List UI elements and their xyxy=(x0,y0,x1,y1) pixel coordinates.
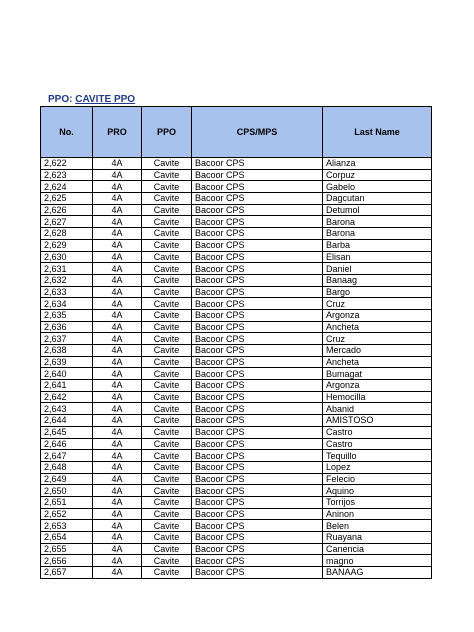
cell-cps-mps: Bacoor CPS xyxy=(192,567,323,579)
cell-no: 2,623 xyxy=(41,169,93,181)
cell-no: 2,651 xyxy=(41,496,93,508)
table-row xyxy=(41,555,432,567)
cell-cps-mps: Bacoor CPS xyxy=(192,555,323,567)
cell-ppo: Cavite xyxy=(142,169,192,181)
cell-cps-mps: Bacoor CPS xyxy=(192,368,323,380)
cell-cps-mps: Bacoor CPS xyxy=(192,450,323,462)
cell-ppo: Cavite xyxy=(142,438,192,450)
table-row xyxy=(41,204,432,216)
table-row xyxy=(41,532,432,544)
cell-no: 2,655 xyxy=(41,543,93,555)
table-row xyxy=(41,193,432,205)
cell-no: 2,627 xyxy=(41,216,93,228)
table-row xyxy=(41,380,432,392)
cell-ppo: Cavite xyxy=(142,263,192,275)
cell-pro: 4A xyxy=(93,391,142,403)
ppo-name-link[interactable]: CAVITE PPO xyxy=(75,94,136,105)
cell-no: 2,643 xyxy=(41,403,93,415)
cell-ppo: Cavite xyxy=(142,239,192,251)
cell-cps-mps: Bacoor CPS xyxy=(192,508,323,520)
table-row xyxy=(41,298,432,310)
cell-last-name: Cruz xyxy=(323,298,432,310)
cell-last-name: Alianza xyxy=(323,158,432,170)
cell-ppo: Cavite xyxy=(142,520,192,532)
cell-pro: 4A xyxy=(93,473,142,485)
table-row xyxy=(41,356,432,368)
cell-ppo: Cavite xyxy=(142,356,192,368)
cell-ppo: Cavite xyxy=(142,532,192,544)
cell-pro: 4A xyxy=(93,216,142,228)
cell-no: 2,640 xyxy=(41,368,93,380)
cell-ppo: Cavite xyxy=(142,216,192,228)
table-row xyxy=(41,309,432,321)
table-row xyxy=(41,368,432,380)
cell-last-name: Cruz xyxy=(323,333,432,345)
cell-cps-mps: Bacoor CPS xyxy=(192,263,323,275)
cell-ppo: Cavite xyxy=(142,473,192,485)
cell-pro: 4A xyxy=(93,438,142,450)
cell-cps-mps: Bacoor CPS xyxy=(192,473,323,485)
cell-last-name: Dagcutan xyxy=(323,193,432,205)
cell-pro: 4A xyxy=(93,380,142,392)
cell-cps-mps: Bacoor CPS xyxy=(192,251,323,263)
cell-ppo: Cavite xyxy=(142,415,192,427)
cell-cps-mps: Bacoor CPS xyxy=(192,216,323,228)
cell-ppo: Cavite xyxy=(142,333,192,345)
cell-pro: 4A xyxy=(93,228,142,240)
cell-last-name: Abanid xyxy=(323,403,432,415)
cell-pro: 4A xyxy=(93,158,142,170)
cell-cps-mps: Bacoor CPS xyxy=(192,333,323,345)
table-row xyxy=(41,426,432,438)
column-header-no: No. xyxy=(41,107,93,158)
cell-no: 2,637 xyxy=(41,333,93,345)
cell-cps-mps: Bacoor CPS xyxy=(192,204,323,216)
table-row xyxy=(41,450,432,462)
column-header-pro: PRO xyxy=(93,107,142,158)
cell-no: 2,641 xyxy=(41,380,93,392)
table-row xyxy=(41,158,432,170)
cell-last-name: Ancheta xyxy=(323,356,432,368)
cell-cps-mps: Bacoor CPS xyxy=(192,228,323,240)
table-row xyxy=(41,508,432,520)
cell-last-name: Bumagat xyxy=(323,368,432,380)
cell-ppo: Cavite xyxy=(142,555,192,567)
cell-last-name: Mercado xyxy=(323,345,432,357)
cell-last-name: Aquino xyxy=(323,485,432,497)
cell-cps-mps: Bacoor CPS xyxy=(192,239,323,251)
cell-no: 2,644 xyxy=(41,415,93,427)
cell-ppo: Cavite xyxy=(142,380,192,392)
cell-last-name: Argonza xyxy=(323,309,432,321)
cell-no: 2,626 xyxy=(41,204,93,216)
cell-ppo: Cavite xyxy=(142,391,192,403)
cell-ppo: Cavite xyxy=(142,181,192,193)
cell-pro: 4A xyxy=(93,485,142,497)
cell-ppo: Cavite xyxy=(142,274,192,286)
column-header-last-name: Last Name xyxy=(323,107,432,158)
cell-last-name: Aninon xyxy=(323,508,432,520)
cell-ppo: Cavite xyxy=(142,508,192,520)
cell-no: 2,646 xyxy=(41,438,93,450)
cell-last-name: Torrijos xyxy=(323,496,432,508)
cell-cps-mps: Bacoor CPS xyxy=(192,461,323,473)
table-row xyxy=(41,239,432,251)
table-row xyxy=(41,286,432,298)
cell-cps-mps: Bacoor CPS xyxy=(192,309,323,321)
cell-last-name: Felecio xyxy=(323,473,432,485)
cell-last-name: Banaag xyxy=(323,274,432,286)
table-row xyxy=(41,274,432,286)
cell-pro: 4A xyxy=(93,356,142,368)
cell-no: 2,656 xyxy=(41,555,93,567)
cell-last-name: Ancheta xyxy=(323,321,432,333)
cell-pro: 4A xyxy=(93,345,142,357)
cell-pro: 4A xyxy=(93,298,142,310)
cell-cps-mps: Bacoor CPS xyxy=(192,286,323,298)
cell-no: 2,629 xyxy=(41,239,93,251)
cell-last-name: Castro xyxy=(323,426,432,438)
cell-ppo: Cavite xyxy=(142,193,192,205)
cell-last-name: Ruayana xyxy=(323,532,432,544)
cell-last-name: Barona xyxy=(323,216,432,228)
table-row xyxy=(41,321,432,333)
cell-cps-mps: Bacoor CPS xyxy=(192,356,323,368)
cell-no: 2,631 xyxy=(41,263,93,275)
cell-no: 2,633 xyxy=(41,286,93,298)
ppo-label: PPO: xyxy=(48,94,73,105)
table-row xyxy=(41,391,432,403)
cell-pro: 4A xyxy=(93,193,142,205)
cell-ppo: Cavite xyxy=(142,450,192,462)
cell-pro: 4A xyxy=(93,333,142,345)
table-row xyxy=(41,438,432,450)
cell-ppo: Cavite xyxy=(142,485,192,497)
cell-no: 2,639 xyxy=(41,356,93,368)
cell-last-name: Lopez xyxy=(323,461,432,473)
cell-no: 2,622 xyxy=(41,158,93,170)
cell-ppo: Cavite xyxy=(142,368,192,380)
cell-ppo: Cavite xyxy=(142,158,192,170)
cell-cps-mps: Bacoor CPS xyxy=(192,274,323,286)
column-header-cps-mps: CPS/MPS xyxy=(192,107,323,158)
cell-cps-mps: Bacoor CPS xyxy=(192,298,323,310)
cell-last-name: Gabelo xyxy=(323,181,432,193)
cell-cps-mps: Bacoor CPS xyxy=(192,321,323,333)
cell-cps-mps: Bacoor CPS xyxy=(192,345,323,357)
cell-last-name: Castro xyxy=(323,438,432,450)
cell-pro: 4A xyxy=(93,169,142,181)
cell-last-name: Bargo xyxy=(323,286,432,298)
cell-cps-mps: Bacoor CPS xyxy=(192,543,323,555)
table-row xyxy=(41,181,432,193)
table-row xyxy=(41,485,432,497)
cell-last-name: Argonza xyxy=(323,380,432,392)
table-row xyxy=(41,461,432,473)
cell-no: 2,632 xyxy=(41,274,93,286)
cell-last-name: Barba xyxy=(323,239,432,251)
cell-pro: 4A xyxy=(93,403,142,415)
cell-last-name: Barona xyxy=(323,228,432,240)
cell-last-name: Canencia xyxy=(323,543,432,555)
cell-last-name: AMISTOSO xyxy=(323,415,432,427)
cell-pro: 4A xyxy=(93,461,142,473)
cell-no: 2,652 xyxy=(41,508,93,520)
cell-ppo: Cavite xyxy=(142,426,192,438)
cell-ppo: Cavite xyxy=(142,286,192,298)
cell-last-name: Hemocilla xyxy=(323,391,432,403)
cell-no: 2,649 xyxy=(41,473,93,485)
cell-ppo: Cavite xyxy=(142,496,192,508)
cell-pro: 4A xyxy=(93,204,142,216)
table-row xyxy=(41,567,432,579)
cell-pro: 4A xyxy=(93,309,142,321)
cell-last-name: Daniel xyxy=(323,263,432,275)
table-row xyxy=(41,403,432,415)
cell-no: 2,635 xyxy=(41,309,93,321)
table-row xyxy=(41,169,432,181)
table-row xyxy=(41,216,432,228)
cell-ppo: Cavite xyxy=(142,298,192,310)
personnel-table xyxy=(40,106,432,579)
cell-pro: 4A xyxy=(93,520,142,532)
table-row xyxy=(41,251,432,263)
cell-pro: 4A xyxy=(93,239,142,251)
cell-pro: 4A xyxy=(93,251,142,263)
cell-no: 2,645 xyxy=(41,426,93,438)
cell-last-name: Corpuz xyxy=(323,169,432,181)
cell-ppo: Cavite xyxy=(142,204,192,216)
cell-pro: 4A xyxy=(93,286,142,298)
column-header-ppo: PPO xyxy=(142,107,192,158)
cell-pro: 4A xyxy=(93,567,142,579)
table-row xyxy=(41,263,432,275)
cell-ppo: Cavite xyxy=(142,403,192,415)
cell-pro: 4A xyxy=(93,274,142,286)
table-row xyxy=(41,473,432,485)
cell-cps-mps: Bacoor CPS xyxy=(192,532,323,544)
cell-cps-mps: Bacoor CPS xyxy=(192,415,323,427)
cell-cps-mps: Bacoor CPS xyxy=(192,520,323,532)
table-row xyxy=(41,333,432,345)
cell-no: 2,636 xyxy=(41,321,93,333)
cell-pro: 4A xyxy=(93,496,142,508)
cell-cps-mps: Bacoor CPS xyxy=(192,426,323,438)
ppo-heading xyxy=(48,94,135,106)
cell-pro: 4A xyxy=(93,532,142,544)
cell-pro: 4A xyxy=(93,415,142,427)
cell-no: 2,638 xyxy=(41,345,93,357)
table-row xyxy=(41,520,432,532)
cell-pro: 4A xyxy=(93,450,142,462)
cell-pro: 4A xyxy=(93,181,142,193)
cell-no: 2,625 xyxy=(41,193,93,205)
cell-cps-mps: Bacoor CPS xyxy=(192,496,323,508)
cell-cps-mps: Bacoor CPS xyxy=(192,391,323,403)
cell-ppo: Cavite xyxy=(142,228,192,240)
cell-no: 2,657 xyxy=(41,567,93,579)
cell-no: 2,630 xyxy=(41,251,93,263)
cell-cps-mps: Bacoor CPS xyxy=(192,158,323,170)
cell-no: 2,653 xyxy=(41,520,93,532)
table-header-row xyxy=(41,107,432,158)
cell-cps-mps: Bacoor CPS xyxy=(192,403,323,415)
cell-cps-mps: Bacoor CPS xyxy=(192,485,323,497)
cell-ppo: Cavite xyxy=(142,345,192,357)
cell-last-name: Detumol xyxy=(323,204,432,216)
cell-pro: 4A xyxy=(93,263,142,275)
cell-cps-mps: Bacoor CPS xyxy=(192,438,323,450)
cell-no: 2,628 xyxy=(41,228,93,240)
table-row xyxy=(41,345,432,357)
cell-pro: 4A xyxy=(93,555,142,567)
cell-cps-mps: Bacoor CPS xyxy=(192,380,323,392)
cell-pro: 4A xyxy=(93,321,142,333)
table-row xyxy=(41,543,432,555)
cell-no: 2,650 xyxy=(41,485,93,497)
cell-ppo: Cavite xyxy=(142,543,192,555)
cell-last-name: Elisan xyxy=(323,251,432,263)
cell-no: 2,642 xyxy=(41,391,93,403)
cell-last-name: Belen xyxy=(323,520,432,532)
cell-pro: 4A xyxy=(93,543,142,555)
cell-cps-mps: Bacoor CPS xyxy=(192,193,323,205)
cell-no: 2,624 xyxy=(41,181,93,193)
cell-cps-mps: Bacoor CPS xyxy=(192,169,323,181)
cell-pro: 4A xyxy=(93,508,142,520)
cell-no: 2,654 xyxy=(41,532,93,544)
table-body xyxy=(41,158,432,579)
cell-last-name: Tequillo xyxy=(323,450,432,462)
cell-ppo: Cavite xyxy=(142,309,192,321)
cell-pro: 4A xyxy=(93,368,142,380)
table-row xyxy=(41,415,432,427)
cell-no: 2,648 xyxy=(41,461,93,473)
table-row xyxy=(41,496,432,508)
cell-no: 2,634 xyxy=(41,298,93,310)
table-row xyxy=(41,228,432,240)
cell-last-name: BANAAG xyxy=(323,567,432,579)
cell-no: 2,647 xyxy=(41,450,93,462)
cell-ppo: Cavite xyxy=(142,251,192,263)
cell-ppo: Cavite xyxy=(142,321,192,333)
cell-cps-mps: Bacoor CPS xyxy=(192,181,323,193)
cell-last-name: magno xyxy=(323,555,432,567)
cell-ppo: Cavite xyxy=(142,461,192,473)
cell-pro: 4A xyxy=(93,426,142,438)
cell-ppo: Cavite xyxy=(142,567,192,579)
